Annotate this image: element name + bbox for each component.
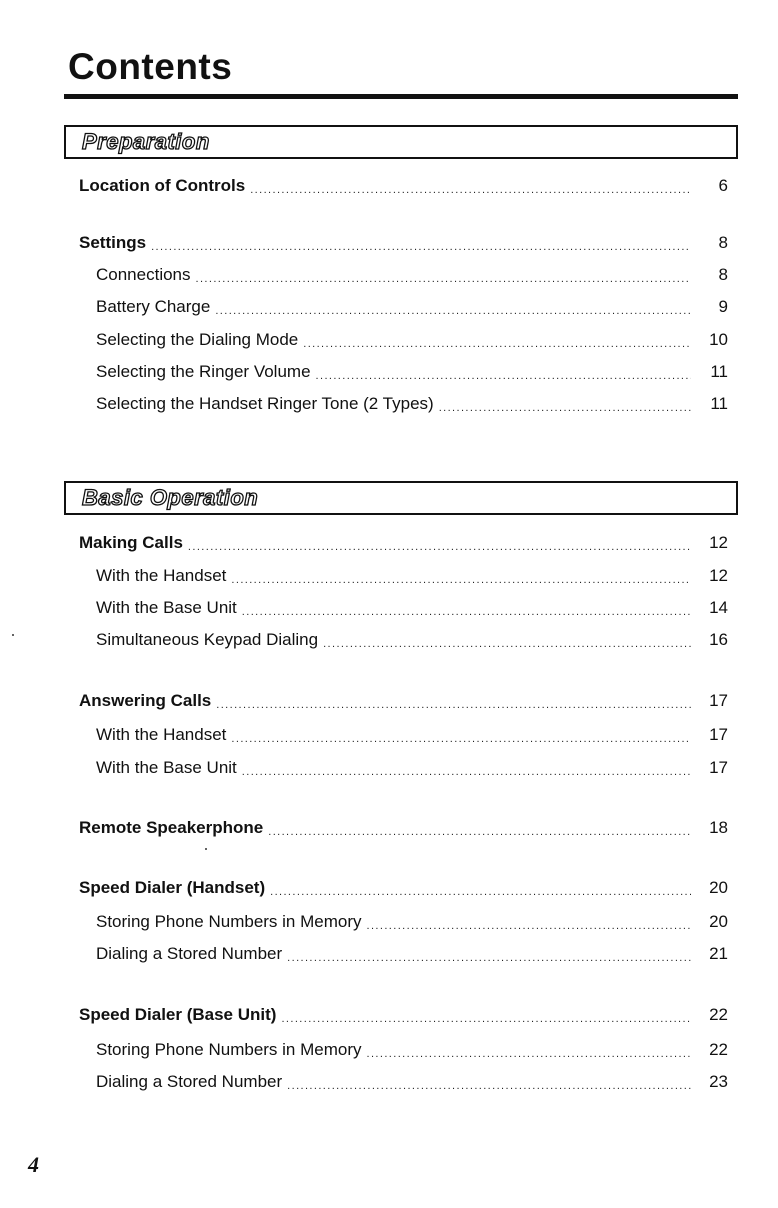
page-number: 4 <box>28 1152 39 1177</box>
toc-entry-title: Battery Charge <box>96 297 211 316</box>
toc-entry-making-with-handset[interactable] <box>0 564 778 588</box>
toc-entry-page: 9 <box>718 297 728 316</box>
toc-entry-title: Selecting the Ringer Volume <box>96 362 311 381</box>
toc-entry-title: With the Base Unit <box>96 598 237 617</box>
section-header-basic-operation <box>64 481 738 515</box>
toc-entry-page: 17 <box>709 758 728 777</box>
toc-entry-title: Storing Phone Numbers in Memory <box>96 1040 362 1059</box>
toc-entry-speed-dialer-base-unit[interactable] <box>0 1003 778 1027</box>
toc-entry-handset-storing-numbers[interactable] <box>0 910 778 934</box>
toc-entry-making-with-base-unit[interactable] <box>0 596 778 620</box>
dot-leader <box>231 568 691 592</box>
toc-entry-title: With the Base Unit <box>96 758 237 777</box>
dot-leader <box>216 693 691 717</box>
toc-entry-answering-with-handset[interactable] <box>0 723 778 747</box>
toc-entry-page: 16 <box>709 630 728 649</box>
toc-entry-title: Settings <box>79 233 147 252</box>
dot-leader <box>439 396 691 420</box>
toc-entry-page: 17 <box>709 691 728 710</box>
toc-entry-title: Speed Dialer (Handset) <box>79 878 266 897</box>
toc-entry-page: 20 <box>709 878 728 897</box>
section-label: Preparation <box>82 129 210 154</box>
toc-entry-page: 22 <box>709 1040 728 1059</box>
dot-leader <box>242 760 691 784</box>
toc-entry-page: 12 <box>709 533 728 552</box>
dot-leader <box>215 299 691 323</box>
toc-entry-page: 21 <box>709 944 728 963</box>
title-rule <box>64 94 738 99</box>
dot-leader <box>268 820 691 844</box>
dot-leader <box>303 332 691 356</box>
toc-entry-answering-with-base-unit[interactable] <box>0 756 778 780</box>
toc-entry-title: Connections <box>96 265 191 284</box>
dot-leader <box>281 1007 691 1031</box>
toc-entry-page: 8 <box>718 265 728 284</box>
toc-entry-dialing-mode[interactable] <box>0 328 778 352</box>
dot-leader <box>287 1074 691 1098</box>
toc-entry-page: 14 <box>709 598 728 617</box>
toc-entry-title: Simultaneous Keypad Dialing <box>96 630 319 649</box>
toc-entry-title: Remote Speakerphone <box>79 818 264 837</box>
toc-entry-connections[interactable] <box>0 263 778 287</box>
toc-entry-settings[interactable] <box>0 231 778 255</box>
dot-leader <box>287 946 691 970</box>
dot-leader <box>196 267 691 291</box>
dot-leader <box>188 535 691 559</box>
toc-entry-battery-charge[interactable] <box>0 295 778 319</box>
dot-leader <box>151 235 691 259</box>
toc-entry-answering-calls[interactable] <box>0 689 778 713</box>
toc-entry-page: 23 <box>709 1072 728 1091</box>
dot-leader <box>367 1042 691 1066</box>
scan-speck <box>12 634 14 636</box>
toc-entry-title: Storing Phone Numbers in Memory <box>96 912 362 931</box>
toc-entry-page: 17 <box>709 725 728 744</box>
toc-entry-page: 8 <box>718 233 728 252</box>
toc-entry-base-dialing-stored[interactable] <box>0 1070 778 1094</box>
toc-entry-title: With the Handset <box>96 725 227 744</box>
dot-leader <box>367 914 691 938</box>
toc-entry-handset-dialing-stored[interactable] <box>0 942 778 966</box>
toc-entry-title: Selecting the Dialing Mode <box>96 330 299 349</box>
dot-leader <box>323 632 691 656</box>
dot-leader <box>316 364 691 388</box>
toc-entry-page: 12 <box>709 566 728 585</box>
toc-entry-page: 11 <box>710 394 728 413</box>
toc-entry-base-storing-numbers[interactable] <box>0 1038 778 1062</box>
toc-entry-page: 6 <box>718 176 728 195</box>
toc-entry-title: With the Handset <box>96 566 227 585</box>
toc-entry-title: Dialing a Stored Number <box>96 1072 283 1091</box>
toc-entry-location-of-controls[interactable] <box>0 174 778 198</box>
toc-entry-page: 18 <box>709 818 728 837</box>
toc-entry-page: 11 <box>710 362 728 381</box>
toc-entry-title: Selecting the Handset Ringer Tone (2 Types) <box>96 394 434 413</box>
dot-leader <box>270 880 691 904</box>
toc-entry-title: Speed Dialer (Base Unit) <box>79 1005 277 1024</box>
toc-entry-handset-ringer-tone[interactable] <box>0 392 778 416</box>
toc-entry-title: Making Calls <box>79 533 183 552</box>
toc-entry-title: Answering Calls <box>79 691 212 710</box>
dot-leader <box>242 600 691 624</box>
section-header-preparation <box>64 125 738 159</box>
toc-entry-page: 22 <box>709 1005 728 1024</box>
toc-entry-page: 10 <box>709 330 728 349</box>
scan-speck <box>205 848 207 850</box>
toc-entry-title: Dialing a Stored Number <box>96 944 283 963</box>
toc-entry-simultaneous-keypad-dialing[interactable] <box>0 628 778 652</box>
dot-leader <box>250 178 691 202</box>
toc-entry-ringer-volume[interactable] <box>0 360 778 384</box>
toc-entry-title: Location of Controls <box>79 176 246 195</box>
toc-entry-page: 20 <box>709 912 728 931</box>
dot-leader <box>231 727 691 751</box>
toc-entry-remote-speakerphone[interactable] <box>0 816 778 840</box>
section-label: Basic Operation <box>82 485 259 510</box>
toc-entry-making-calls[interactable] <box>0 531 778 555</box>
toc-entry-speed-dialer-handset[interactable] <box>0 876 778 900</box>
page-title: Contents <box>68 46 233 87</box>
